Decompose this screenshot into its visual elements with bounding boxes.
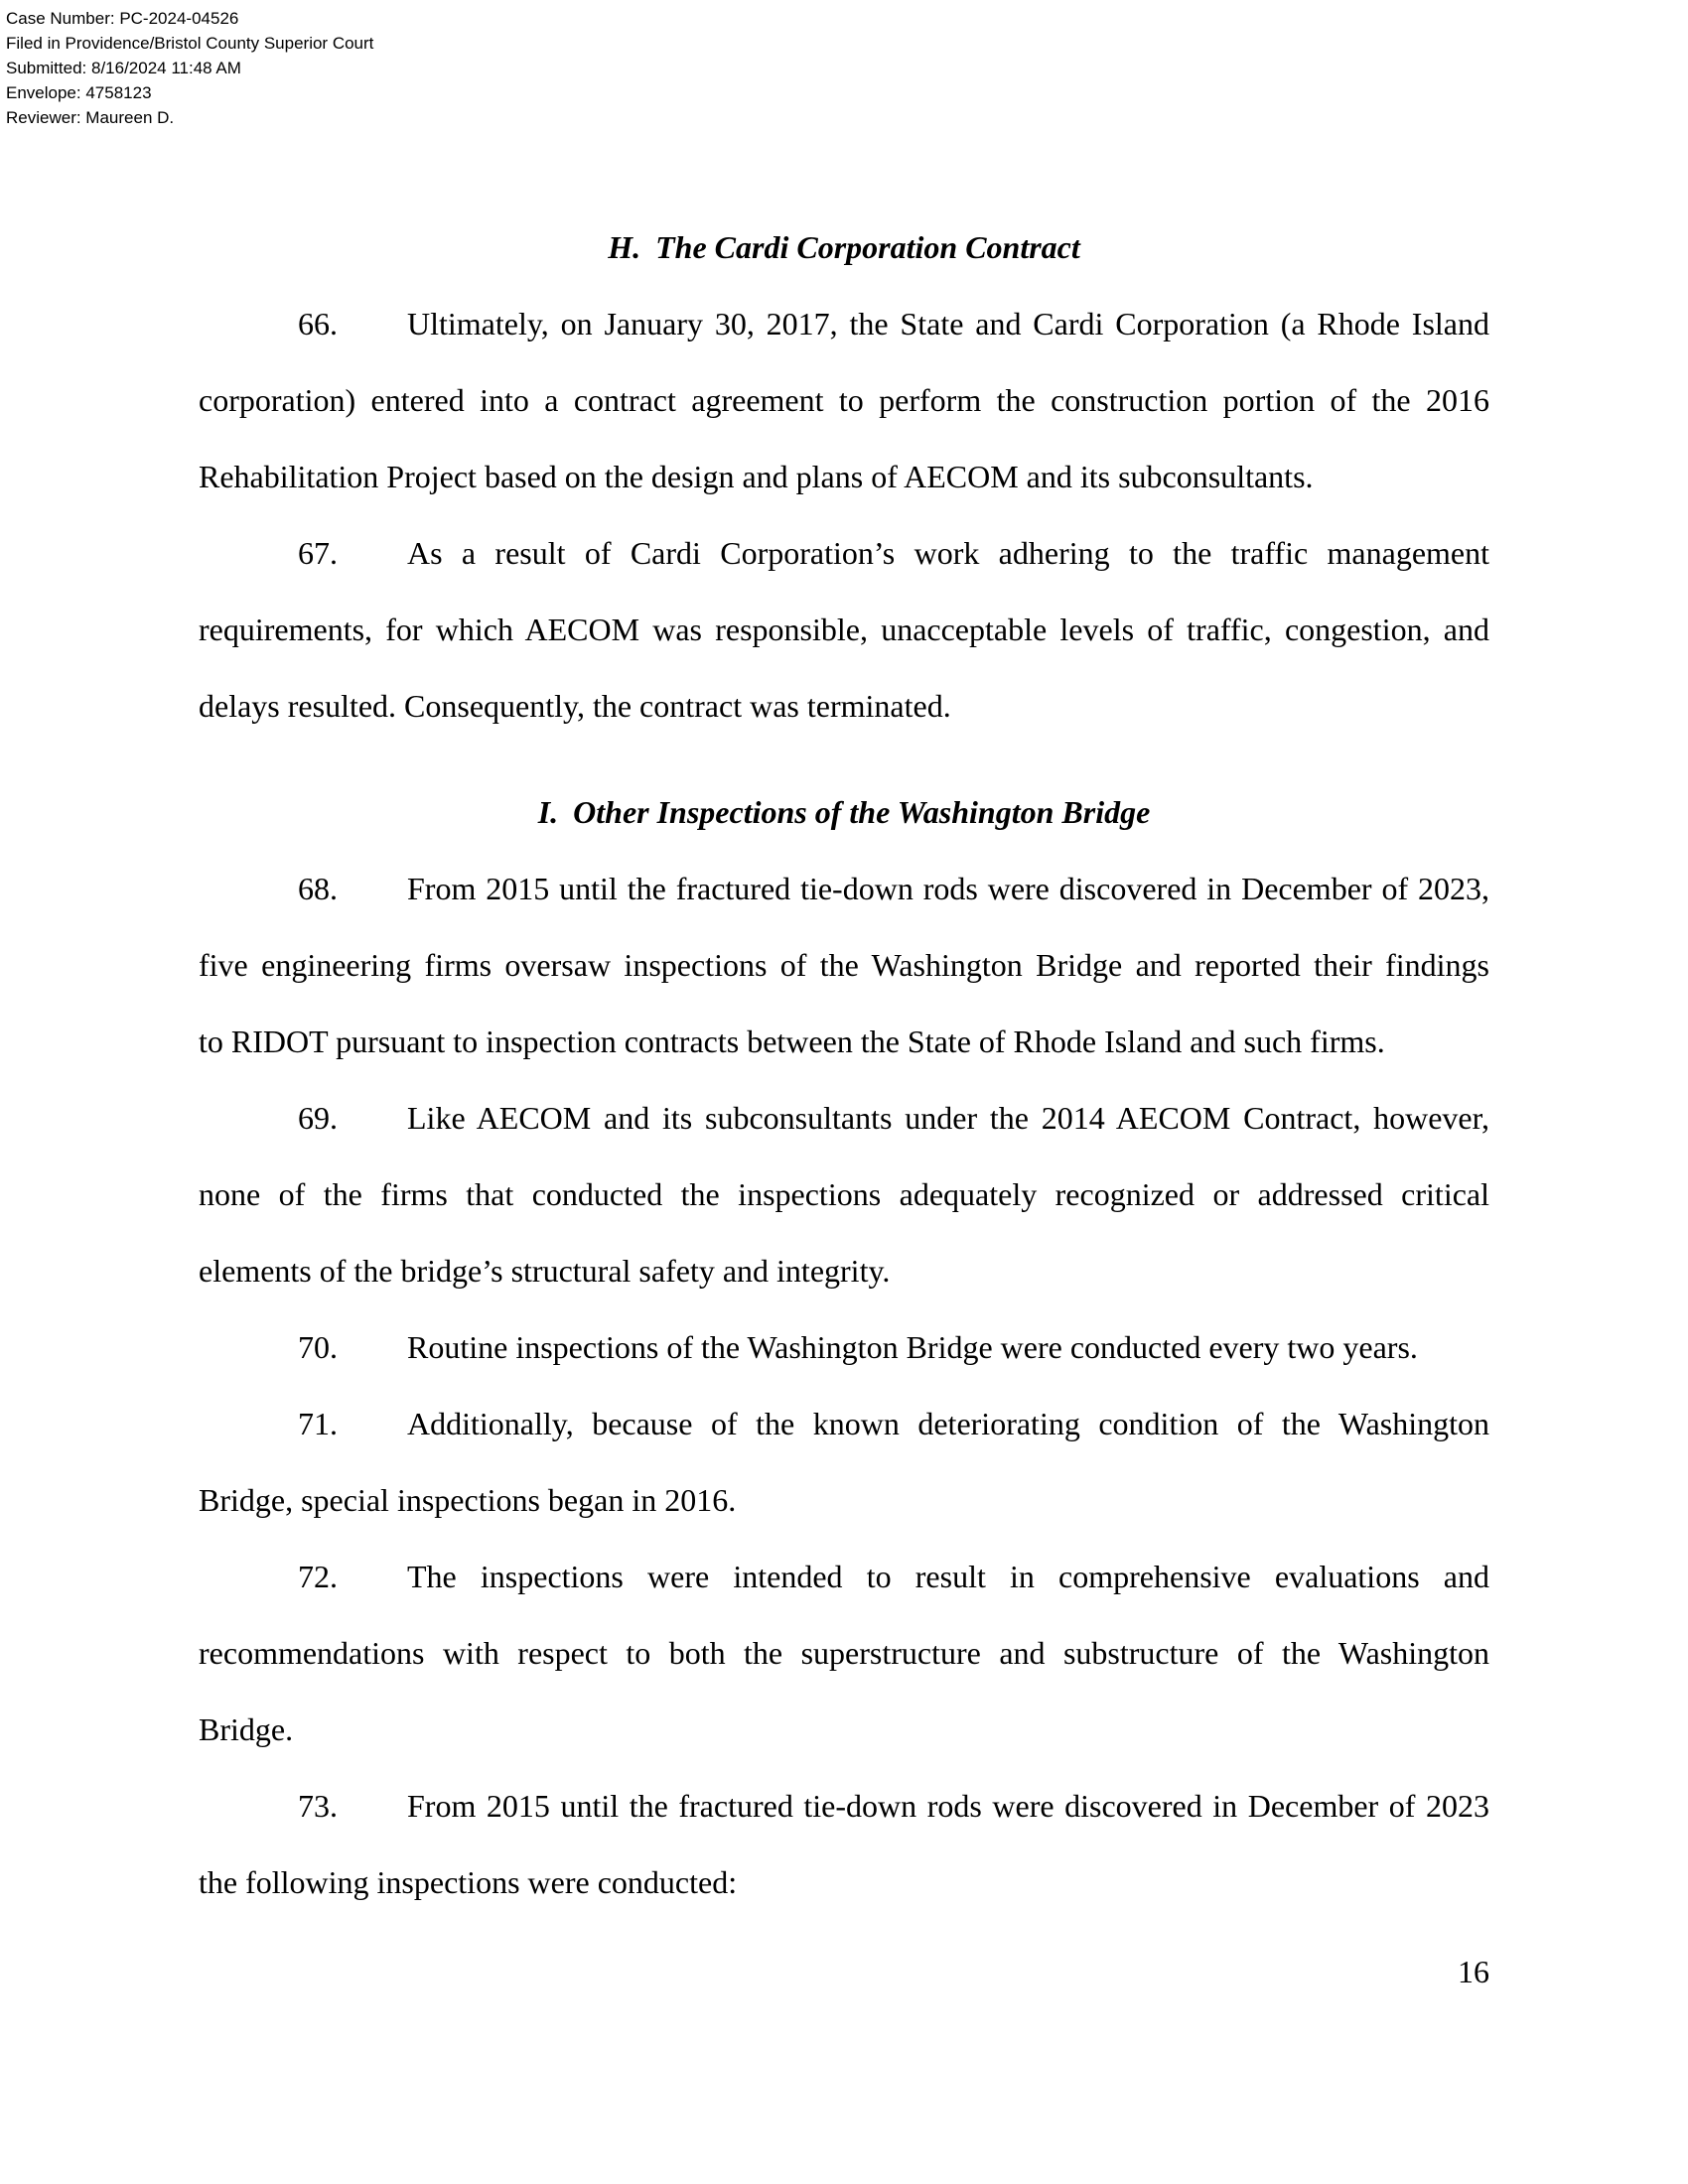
paragraph-line: Rehabilitation Project based on the design and plans of AECOM and its subconsultants.: [199, 459, 1314, 494]
section-heading: [199, 209, 1489, 286]
section-heading: [199, 774, 1489, 851]
paragraph-line: 68. From 2015 until the fractured tie-down rods were discovered in December of 2023,: [199, 851, 1489, 927]
paragraph-line: to RIDOT pursuant to inspection contracts between the State of Rhode Island and such firms.: [199, 1024, 1385, 1059]
section-heading-title: The Cardi Corporation Contract: [655, 229, 1080, 265]
section-heading-label: H.: [608, 229, 641, 265]
paragraph-line: elements of the bridge’s structural safety and integrity.: [199, 1253, 891, 1289]
section-heading-title: Other Inspections of the Washington Bridge: [573, 794, 1151, 830]
paragraph-line: none of the firms that conducted the inspections adequately recognized or addressed critical: [199, 1176, 1489, 1212]
stamp-line: Envelope: 4758123: [6, 83, 152, 102]
paragraph-number: 73.: [298, 1788, 338, 1824]
paragraph-number: 68.: [298, 871, 338, 906]
paragraph-line: 73. From 2015 until the fractured tie-down rods were discovered in December of 2023: [199, 1768, 1489, 1844]
paragraph-line: 70. Routine inspections of the Washington Bridge were conducted every two years.: [199, 1309, 1489, 1386]
paragraph-number: 69.: [298, 1100, 338, 1136]
paragraph-line: corporation) entered into a contract agreement to perform the construction portion of the 2016: [199, 382, 1489, 418]
document-body: [199, 130, 1489, 1921]
paragraph-line: Bridge, special inspections began in 2016.: [199, 1482, 737, 1518]
paragraph-line: delays resulted. Consequently, the contract was terminated.: [199, 688, 951, 724]
paragraph-line: Bridge.: [199, 1711, 294, 1747]
paragraph-number: 72.: [298, 1559, 338, 1594]
paragraph-line: recommendations with respect to both the superstructure and substructure of the Washington: [199, 1635, 1489, 1671]
paragraph-number: 70.: [298, 1329, 338, 1365]
stamp-line: Reviewer: Maureen D.: [6, 108, 175, 127]
paragraph-line: 66. Ultimately, on January 30, 2017, the State and Cardi Corporation (a Rhode Island: [199, 286, 1489, 362]
paragraph-line: the following inspections were conducted:: [199, 1864, 738, 1900]
paragraph-line: requirements, for which AECOM was responsible, unacceptable levels of traffic, congestion, and: [199, 612, 1489, 647]
paragraph-line: 67. As a result of Cardi Corporation’s work adhering to the traffic management: [199, 515, 1489, 592]
stamp-line: Submitted: 8/16/2024 11:48 AM: [6, 59, 241, 77]
paragraph-line: 71. Additionally, because of the known deteriorating condition of the Washington: [199, 1386, 1489, 1462]
page-number: 16: [1458, 1954, 1489, 1989]
paragraph-number: 66.: [298, 306, 338, 341]
paragraph-line: 72. The inspections were intended to result in comprehensive evaluations and: [199, 1539, 1489, 1615]
paragraph-number: 71.: [298, 1406, 338, 1441]
court-filing-stamp: [6, 6, 373, 130]
paragraph-number: 67.: [298, 535, 338, 571]
stamp-line: Filed in Providence/Bristol County Superior Court: [6, 34, 374, 53]
paragraph-line: five engineering firms oversaw inspections of the Washington Bridge and reported their findings: [199, 947, 1489, 983]
paragraph-line: 69. Like AECOM and its subconsultants under the 2014 AECOM Contract, however,: [199, 1080, 1489, 1157]
stamp-line: Case Number: PC-2024-04526: [6, 9, 239, 28]
section-heading-label: I.: [537, 794, 559, 830]
